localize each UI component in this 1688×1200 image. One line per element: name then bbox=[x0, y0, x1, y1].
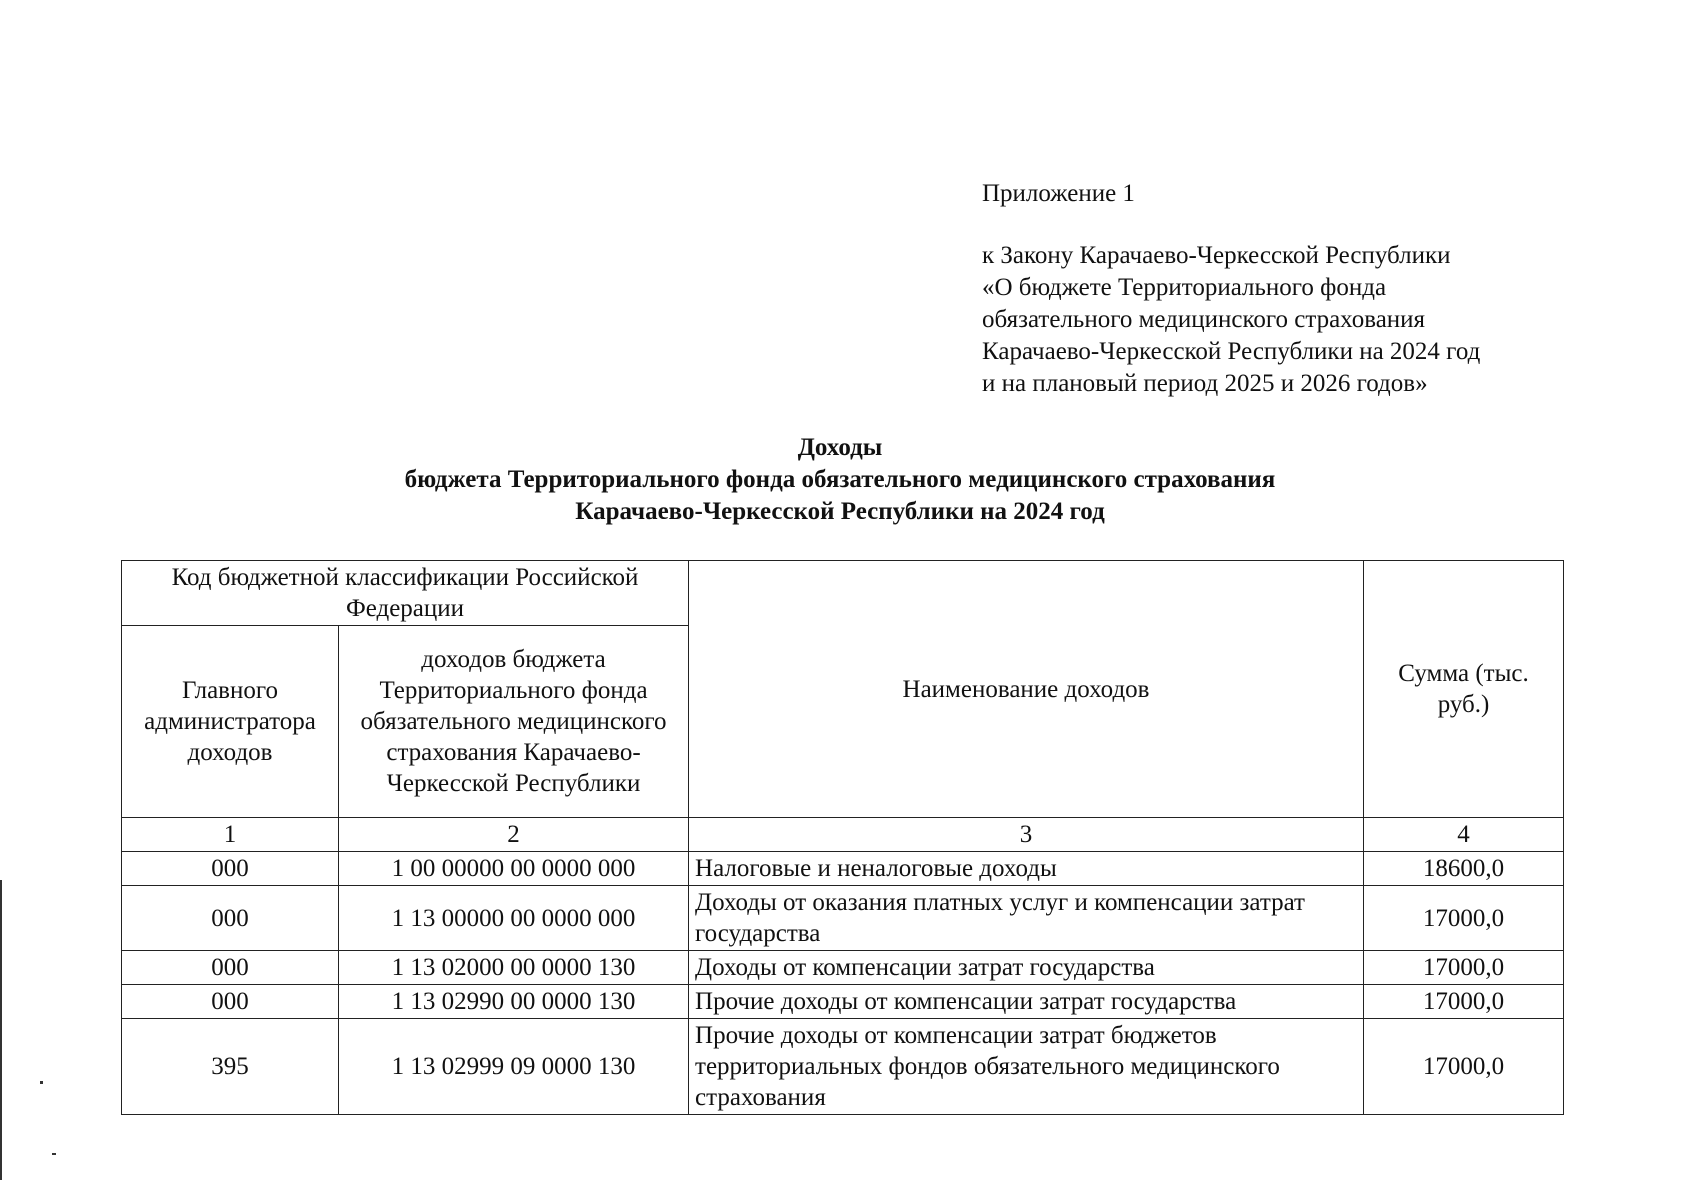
admin-code-cell: 000 bbox=[122, 985, 339, 1019]
scan-speck bbox=[40, 1081, 43, 1084]
income-name-cell: Доходы от компенсации затрат государства bbox=[689, 951, 1364, 985]
appendix-law-line: и на плановый период 2025 и 2026 годов» bbox=[982, 370, 1428, 397]
income-name-cell: Доходы от оказания платных услуг и компенсации затрат государства bbox=[689, 886, 1364, 951]
column-number-row bbox=[122, 818, 1564, 852]
admin-code-cell: 000 bbox=[122, 886, 339, 951]
column-number: 2 bbox=[339, 818, 689, 852]
amount-header: Сумма (тыс. руб.) bbox=[1364, 561, 1564, 818]
table-row bbox=[122, 951, 1564, 985]
classification-header: Код бюджетной классификации Российской Федерации bbox=[122, 561, 689, 626]
income-code-cell: 1 13 02000 00 0000 130 bbox=[339, 951, 689, 985]
income-name-header: Наименование доходов bbox=[689, 561, 1364, 818]
income-name-cell: Прочие доходы от компенсации затрат государства bbox=[689, 985, 1364, 1019]
admin-code-header: Главного администратора доходов bbox=[122, 626, 339, 818]
income-code-header: доходов бюджета Территориального фонда обязательного медицинского страхования Карачаево-Черкесской Республики bbox=[339, 626, 689, 818]
table-row bbox=[122, 852, 1564, 886]
appendix-block bbox=[982, 178, 1622, 400]
income-name-cell: Налоговые и неналоговые доходы bbox=[689, 852, 1364, 886]
amount-cell: 17000,0 bbox=[1364, 886, 1564, 951]
amount-cell: 17000,0 bbox=[1364, 1019, 1564, 1115]
appendix-law-line: Карачаево-Черкесской Республики на 2024 год bbox=[982, 338, 1481, 365]
appendix-law-line: обязательного медицинского страхования bbox=[982, 306, 1426, 333]
appendix-title: Приложение 1 bbox=[982, 180, 1135, 207]
document-title bbox=[120, 432, 1560, 528]
income-table bbox=[121, 560, 1564, 1115]
admin-code-cell: 000 bbox=[122, 852, 339, 886]
income-name-cell: Прочие доходы от компенсации затрат бюджетов территориальных фондов обязательного медицинского страхования bbox=[689, 1019, 1364, 1115]
admin-code-cell: 395 bbox=[122, 1019, 339, 1115]
income-code-cell: 1 13 00000 00 0000 000 bbox=[339, 886, 689, 951]
amount-cell: 18600,0 bbox=[1364, 852, 1564, 886]
column-number: 1 bbox=[122, 818, 339, 852]
amount-cell: 17000,0 bbox=[1364, 951, 1564, 985]
table-row bbox=[122, 985, 1564, 1019]
admin-code-cell: 000 bbox=[122, 951, 339, 985]
column-number: 4 bbox=[1364, 818, 1564, 852]
table-row bbox=[122, 886, 1564, 951]
table-row bbox=[122, 1019, 1564, 1115]
income-code-cell: 1 00 00000 00 0000 000 bbox=[339, 852, 689, 886]
document-title-line: Карачаево-Черкесской Республики на 2024 год bbox=[575, 498, 1105, 525]
amount-cell: 17000,0 bbox=[1364, 985, 1564, 1019]
income-code-cell: 1 13 02999 09 0000 130 bbox=[339, 1019, 689, 1115]
appendix-law-line: к Закону Карачаево-Черкесской Республики bbox=[982, 242, 1451, 269]
column-number: 3 bbox=[689, 818, 1364, 852]
income-code-cell: 1 13 02990 00 0000 130 bbox=[339, 985, 689, 1019]
scan-speck bbox=[52, 1153, 56, 1155]
document-title-line: бюджета Территориального фонда обязательного медицинского страхования bbox=[404, 466, 1276, 493]
scan-margin-line bbox=[0, 880, 2, 1180]
table-header-row bbox=[122, 561, 1564, 626]
document-title-line: Доходы bbox=[797, 434, 883, 461]
appendix-law-line: «О бюджете Территориального фонда bbox=[982, 274, 1387, 301]
